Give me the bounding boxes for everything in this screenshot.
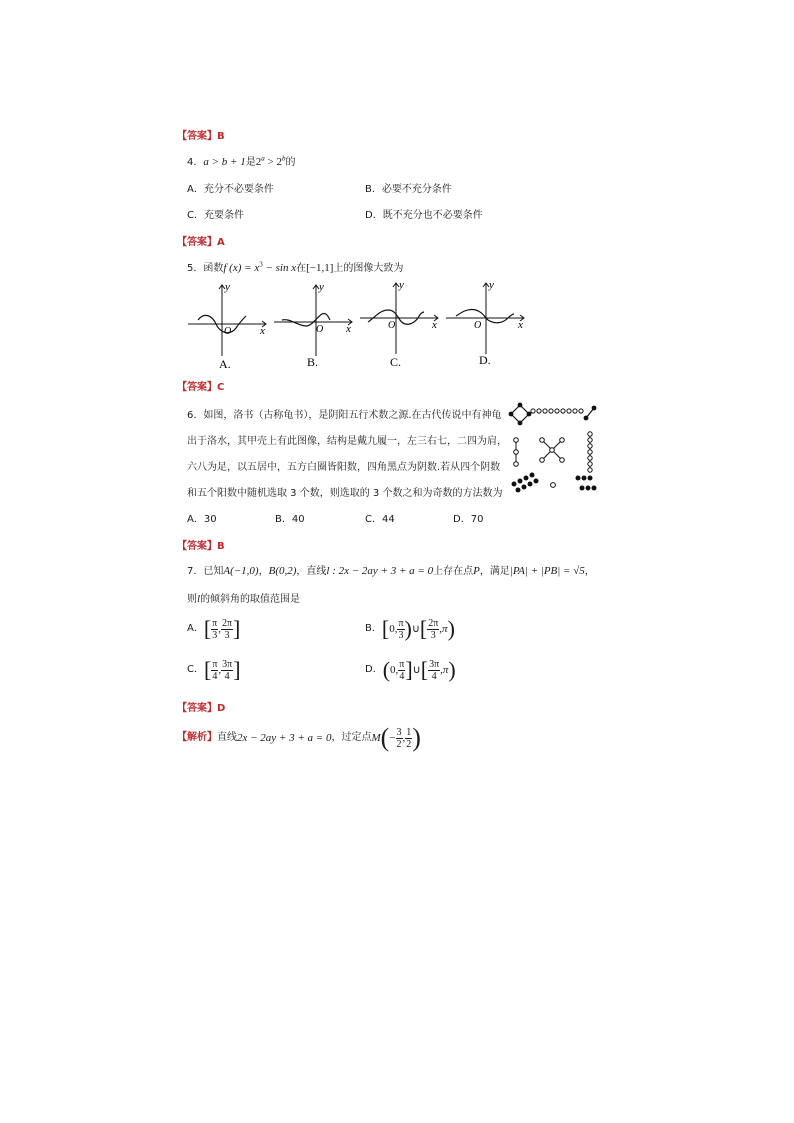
answer-label: 【答案】: [177, 541, 217, 552]
analysis-label: 【解析】: [177, 732, 217, 743]
luoshu-figure: [506, 402, 606, 498]
text: 在: [296, 263, 307, 274]
left-bracket: [: [381, 616, 390, 641]
option-text: 充分不必要条件: [203, 184, 274, 195]
option-text: 必要不充分条件: [381, 184, 452, 195]
answer-7: [177, 699, 225, 714]
q7-option-c: C．[ $\frac{\pi}{4}$ , $\frac{3\pi}{4}$ ]: [187, 657, 241, 682]
fraction: $\frac{2\pi}{3}$: [221, 617, 233, 641]
q6-line-4: 和五个阳数中随机选取 3 个数，则选取的 3 个数之和为奇数的方法数为: [187, 488, 503, 499]
fraction: $\frac{\pi}{4}$: [399, 658, 405, 682]
luoshu-six-dots: [576, 476, 597, 491]
point-p: P: [473, 565, 480, 577]
fraction: $\frac{2\pi}{3}$: [428, 617, 439, 641]
x-label: x: [260, 325, 265, 337]
question-5-stem: [187, 259, 403, 274]
answer-value: C: [217, 382, 225, 393]
option-text: 充要条件: [203, 210, 244, 221]
exponent: a: [261, 154, 265, 163]
fraction: $\frac{1}{2}$: [406, 726, 412, 750]
option-letter: A．: [187, 184, 204, 195]
answer-value: A: [217, 237, 225, 248]
union-symbol: ∪: [411, 623, 420, 635]
exponent: b: [281, 154, 286, 163]
luoshu-eight-dots: [512, 473, 539, 493]
text: 则: [187, 594, 197, 605]
option-letter: B．: [365, 184, 382, 195]
question-number: 5．: [187, 263, 204, 274]
answer-6: [177, 537, 225, 552]
option-letter: A．: [187, 623, 204, 634]
text: ，过定点: [331, 732, 372, 743]
left-bracket: [: [419, 616, 428, 641]
option-letter: B．: [275, 514, 292, 525]
function: − sin x: [262, 262, 297, 274]
answer-value: B: [217, 131, 225, 142]
q4-option-a: [187, 180, 274, 195]
line-l: l: [197, 593, 201, 605]
q7-option-a: A．[ $\frac{\pi}{3}$ , $\frac{2\pi}{3}$ ]: [187, 616, 241, 641]
q6-line-2: 出于洛水，其甲壳上有此图像，结构是戴九履一，左三右七，二四为肩，: [187, 436, 507, 447]
y-label: y: [399, 280, 404, 291]
option-letter: A．: [187, 514, 204, 525]
question-4-stem: [187, 153, 295, 168]
luoshu-five-center: [540, 438, 565, 463]
q4-option-d: [365, 206, 483, 221]
analysis: 【解析】直线2x − 2ay + 3 + a = 0，过定点M(− $\frac{3}{2}$ , $\frac{1}{2}$ ): [177, 723, 421, 752]
function: f (x) = x: [223, 262, 260, 274]
option-letter: C．: [187, 210, 204, 221]
luoshu-four-dots: [509, 403, 532, 426]
graph-label: A.: [219, 357, 231, 371]
graph-b: [272, 282, 358, 372]
x-label: x: [346, 323, 351, 335]
text: 的: [285, 157, 296, 168]
origin-label: O: [316, 324, 324, 335]
luoshu-seven-circles: [588, 432, 592, 472]
answer-4: [177, 233, 225, 248]
power-base: 2: [255, 156, 262, 168]
distance-condition: |PA| + |PB| = √5: [509, 565, 585, 577]
fraction: $\frac{\pi}{4}$: [212, 658, 218, 682]
text: ，: [258, 566, 269, 577]
exponent: 3: [259, 260, 263, 269]
text: 已知: [203, 566, 224, 577]
x-label: x: [518, 319, 523, 331]
q7-line-1: [187, 562, 595, 577]
q7-line-2: [187, 590, 300, 605]
option-letter: D．: [453, 514, 471, 525]
answer-5: [177, 378, 224, 393]
left-bracket: [: [420, 657, 429, 682]
q6-option-a: [187, 510, 217, 525]
x-label: x: [432, 319, 437, 331]
text: 上的图像大致为: [333, 263, 404, 274]
graph-label: C.: [390, 355, 402, 369]
option-text: 既不充分也不必要条件: [382, 210, 483, 221]
right-paren: ): [448, 657, 456, 682]
question-number: 4．: [187, 157, 204, 168]
text: 是: [245, 157, 256, 168]
option-letter: D．: [365, 664, 383, 675]
answer-3: [177, 127, 225, 142]
answer-label: 【答案】: [177, 703, 217, 714]
y-label: y: [489, 280, 494, 291]
graph-d: [444, 280, 530, 370]
power-base: > 2: [264, 156, 282, 168]
option-letter: D．: [365, 210, 383, 221]
graph-label: D.: [479, 353, 491, 367]
text: 的倾斜角的取值范围是: [200, 594, 301, 605]
q7-option-b: B．[0, $\frac{\pi}{3}$ )∪[ $\frac{2\pi}{3}$ ,π): [365, 616, 455, 641]
origin-label: O: [388, 320, 396, 331]
origin-label: O: [474, 320, 482, 331]
text: 直线: [217, 732, 237, 743]
graph-label: B.: [307, 355, 319, 369]
fraction: $\frac{3}{2}$: [396, 726, 402, 750]
answer-label: 【答案】: [177, 131, 217, 142]
point-m: M: [371, 732, 381, 744]
question-number: 7．: [187, 566, 204, 577]
right-bracket: ]: [405, 657, 413, 682]
answer-value: D: [217, 703, 226, 714]
right-bracket: ]: [233, 657, 241, 682]
question-number: 6．: [187, 410, 204, 421]
text: 如图，洛书（古称龟书），是阴阳五行术数之源.在古代传说中有神龟: [203, 410, 502, 421]
fraction: $\frac{\pi}{3}$: [212, 617, 218, 641]
answer-label: 【答案】: [177, 382, 217, 393]
option-value: 30: [203, 514, 217, 525]
option-value: 40: [291, 514, 305, 525]
text: 函数: [203, 263, 224, 274]
y-label: y: [225, 282, 230, 293]
option-value: 44: [381, 514, 395, 525]
right-bracket: ]: [233, 616, 241, 641]
q6-option-c: [365, 510, 395, 525]
option-letter: B．: [365, 623, 382, 634]
luoshu-three-circles: [514, 438, 519, 467]
condition-lhs: a > b + 1: [203, 156, 246, 168]
curve: [456, 309, 514, 322]
text: ，直线: [296, 566, 327, 577]
left-paren: (: [380, 723, 390, 752]
fraction: $\frac{3\pi}{4}$: [429, 658, 440, 682]
fraction: $\frac{3\pi}{4}$: [222, 658, 233, 682]
text: ，: [584, 566, 595, 577]
luoshu-one-circle: [551, 483, 556, 488]
union-symbol: ∪: [412, 664, 421, 676]
point-a: A(−1,0): [223, 565, 259, 577]
graph-c: [358, 280, 444, 370]
q6-option-d: [453, 510, 483, 525]
option-value: 70: [470, 514, 484, 525]
option-letter: C．: [365, 514, 382, 525]
point-b: B(0,2): [268, 565, 297, 577]
answer-label: 【答案】: [177, 237, 217, 248]
right-paren: ): [404, 616, 412, 641]
y-label: y: [319, 282, 324, 293]
answer-value: B: [217, 541, 225, 552]
luoshu-nine-circles: [531, 409, 583, 413]
q6-line-3: 六八为足，以五居中，五方白圈皆阳数，四角黑点为阴数.若从四个阴数: [187, 462, 501, 473]
text: ，满足: [479, 566, 510, 577]
line-equation: l : 2x − 2ay + 3 + a = 0: [326, 565, 434, 577]
left-paren: (: [382, 657, 391, 682]
line-equation: 2x − 2ay + 3 + a = 0: [237, 732, 332, 744]
q4-option-c: [187, 206, 244, 221]
q4-option-b: [365, 180, 452, 195]
graph-a: [186, 282, 272, 372]
text: 上存在点: [433, 566, 474, 577]
q7-option-d: D．(0, $\frac{\pi}{4}$ ]∪[ $\frac{3\pi}{4}$ ,π): [365, 657, 456, 682]
fraction: $\frac{\pi}{3}$: [398, 617, 404, 641]
luoshu-two-dots: [584, 406, 597, 421]
right-paren: ): [447, 616, 455, 641]
left-bracket: [: [203, 657, 212, 682]
origin-label: O: [224, 326, 232, 337]
left-bracket: [: [203, 616, 212, 641]
right-paren: ): [412, 723, 421, 752]
interval: [−1,1]: [306, 262, 334, 274]
q6-line-1: [187, 406, 502, 421]
option-letter: C．: [187, 664, 204, 675]
q6-option-b: [275, 510, 305, 525]
